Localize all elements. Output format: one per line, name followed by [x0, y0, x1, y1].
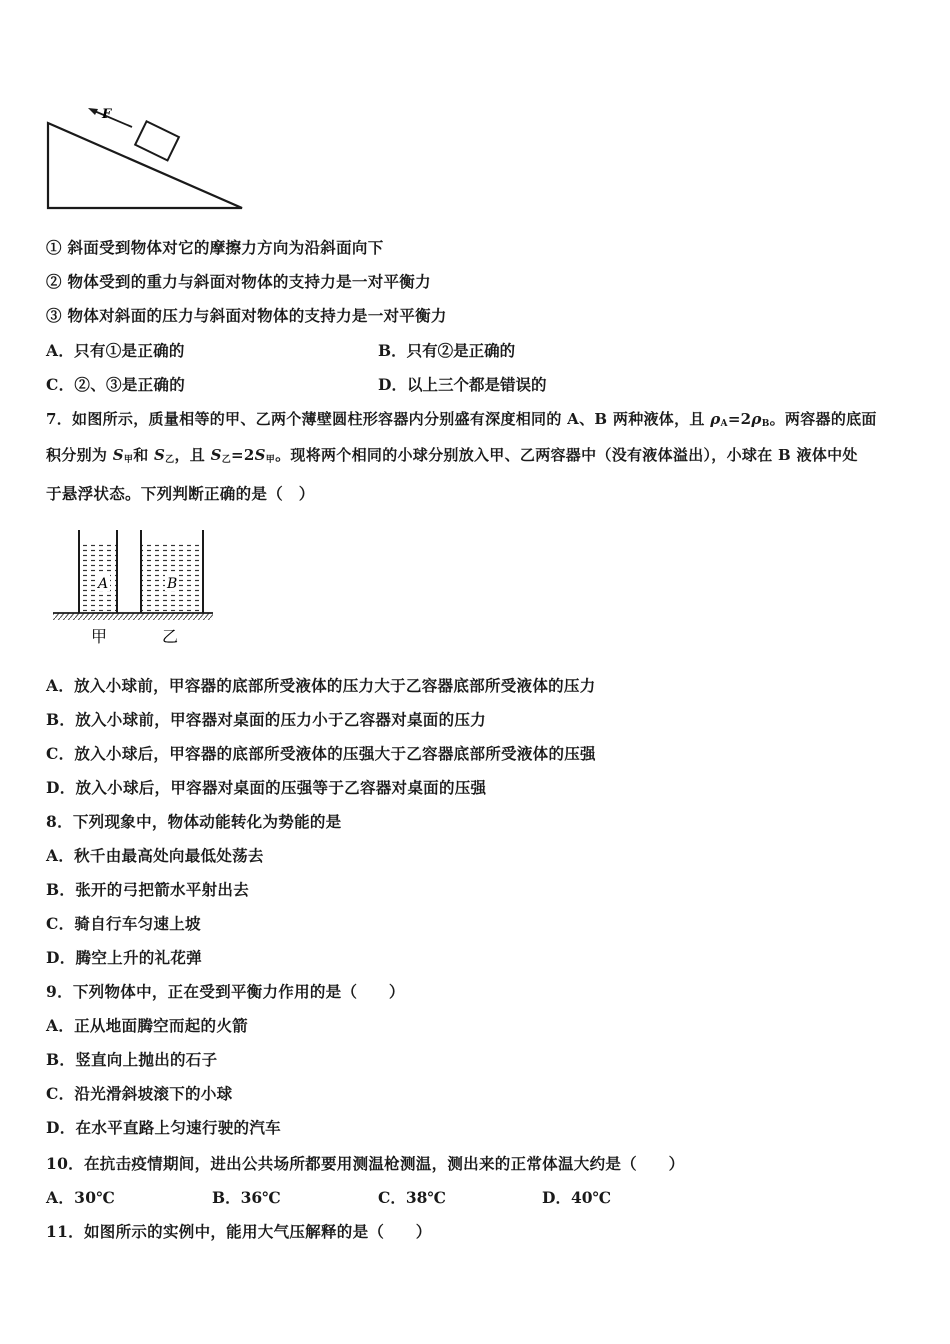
q7-stem-line-1: 7．如图所示，质量相等的甲、乙两个薄壁圆柱形容器内分别盛有深度相同的 A、B 两种液体，且 $\rho_A=2\rho_B$。两容器的底面	[46, 410, 877, 429]
q10-option-a[interactable]: A．30℃	[46, 1188, 116, 1207]
q10-stem: 10．在抗击疫情期间，进出公共场所都要用测温枪测温，测出来的正常体温大约是（ ）	[46, 1154, 685, 1173]
q6-option-c[interactable]: C．②、③是正确的	[46, 375, 186, 394]
q7-stem-line-3: 于悬浮状态。下列判断正确的是（ ）	[46, 484, 315, 503]
container-yi	[141, 530, 203, 613]
block	[135, 121, 179, 160]
q8-option-d[interactable]: D．腾空上升的礼花弹	[46, 948, 202, 967]
q6-statement-2: ② 物体受到的重力与斜面对物体的支持力是一对平衡力	[46, 272, 431, 291]
q6-option-d[interactable]: D．以上三个都是错误的	[378, 375, 547, 394]
incline-figure	[40, 105, 255, 217]
caption-jia: 甲	[91, 627, 108, 646]
force-arrow	[92, 110, 132, 127]
q7-option-b[interactable]: B．放入小球前，甲容器对桌面的压力小于乙容器对桌面的压力	[46, 710, 487, 729]
q7-option-c[interactable]: C．放入小球后，甲容器的底部所受液体的压强大于乙容器底部所受液体的压强	[46, 744, 596, 763]
q9-option-d[interactable]: D．在水平直路上匀速行驶的汽车	[46, 1118, 281, 1137]
containers-figure	[50, 528, 220, 650]
force-arrowhead	[88, 108, 98, 115]
q9-option-b[interactable]: B．竖直向上抛出的石子	[46, 1050, 218, 1069]
q9-stem: 9．下列物体中，正在受到平衡力作用的是（ ）	[46, 982, 405, 1001]
q9-option-a[interactable]: A．正从地面腾空而起的火箭	[46, 1016, 248, 1035]
liquid-a-label: A	[98, 576, 109, 592]
table-hatch	[53, 613, 213, 620]
q10-option-c[interactable]: C．38℃	[378, 1188, 446, 1207]
q8-option-b[interactable]: B．张开的弓把箭水平射出去	[46, 880, 250, 899]
q10-option-b[interactable]: B．36℃	[212, 1188, 281, 1207]
container-jia	[79, 530, 117, 613]
q7-option-a[interactable]: A．放入小球前，甲容器的底部所受液体的压力大于乙容器底部所受液体的压力	[46, 676, 596, 695]
q7-stem-line-2: 积分别为 $S_甲$和 $S_乙$，且 $S_乙=2S_甲$。现将两个相同的小球分别放入甲、乙两容器中（没有液体溢出），小球在 B 液体中处	[46, 446, 858, 465]
q8-option-c[interactable]: C．骑自行车匀速上坡	[46, 914, 201, 933]
q6-statement-1: ① 斜面受到物体对它的摩擦力方向为沿斜面向下	[46, 238, 384, 257]
q8-stem: 8．下列现象中，物体动能转化为势能的是	[46, 812, 342, 831]
force-label: F	[102, 107, 112, 122]
q9-option-c[interactable]: C．沿光滑斜坡滚下的小球	[46, 1084, 233, 1103]
q6-statement-3: ③ 物体对斜面的压力与斜面对物体的支持力是一对平衡力	[46, 306, 447, 325]
caption-yi: 乙	[162, 627, 179, 646]
q8-option-a[interactable]: A．秋千由最高处向最低处荡去	[46, 846, 264, 865]
liquid-b-label: B	[167, 576, 178, 592]
q10-option-d[interactable]: D．40℃	[542, 1188, 612, 1207]
q6-option-b[interactable]: B．只有②是正确的	[378, 341, 516, 360]
q7-option-d[interactable]: D．放入小球后，甲容器对桌面的压强等于乙容器对桌面的压强	[46, 778, 487, 797]
q6-option-a[interactable]: A．只有①是正确的	[46, 341, 185, 360]
q11-stem: 11．如图所示的实例中，能用大气压解释的是（ ）	[46, 1222, 432, 1241]
